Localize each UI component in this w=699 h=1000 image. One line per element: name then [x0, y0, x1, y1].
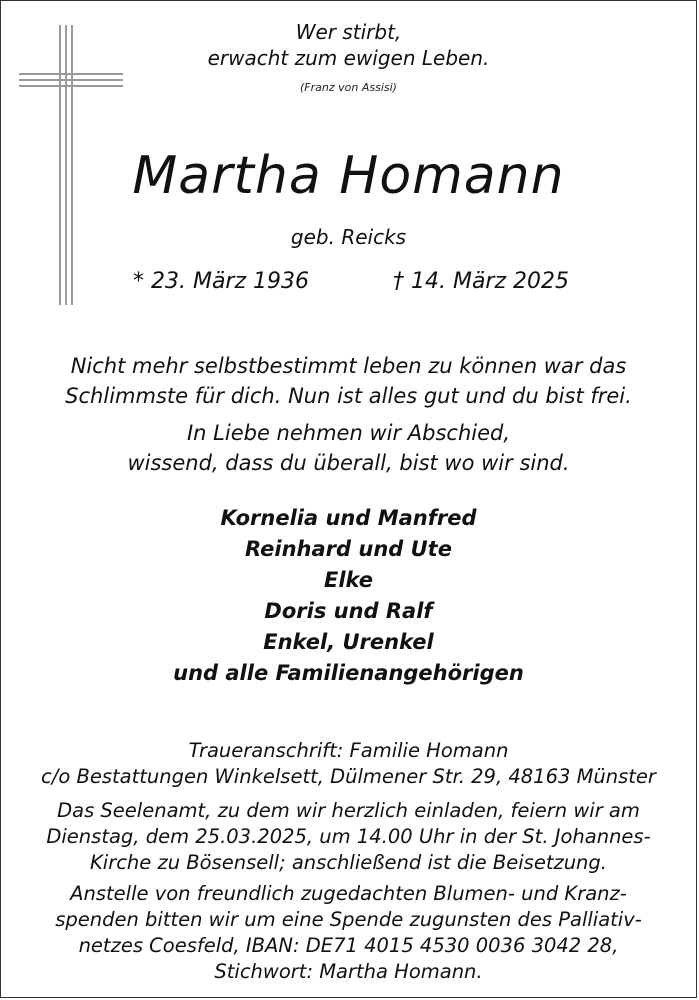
service-line: Das Seelenamt, zu dem wir herzlich einladen, feiern wir am — [57, 799, 640, 822]
mourner: Kornelia und Manfred — [220, 506, 477, 530]
farewell-line: Schlimmste für dich. Nun ist alles gut und du bist frei. — [65, 384, 632, 408]
service-info — [9, 798, 688, 876]
service-line: Kirche zu Bösensell; anschließend ist die Beisetzung. — [89, 851, 607, 874]
death-date: † 14. März 2025 — [393, 269, 570, 294]
quote-line: Wer stirbt, — [295, 20, 402, 44]
farewell-line: In Liebe nehmen wir Abschied, — [186, 421, 511, 445]
mourner: Enkel, Urenkel — [263, 630, 434, 654]
quote-line: erwacht zum ewigen Leben. — [207, 46, 490, 70]
donation-line: spenden bitten wir um eine Spende zugunsten des Palliativ- — [55, 908, 642, 931]
mourner: und alle Familienangehörigen — [173, 661, 524, 685]
birth-date: * 23. März 1936 — [133, 269, 310, 294]
service-line: Dienstag, dem 25.03.2025, um 14.00 Uhr in der St. Johannes- — [46, 825, 651, 848]
address-line: Traueranschrift: Familie Homann — [188, 739, 509, 762]
donation-line: Stichwort: Martha Homann. — [214, 960, 483, 983]
farewell-line: wissend, dass du überall, bist wo wir sind. — [127, 451, 570, 475]
farewell-text — [21, 351, 676, 411]
mourning-address — [9, 738, 688, 790]
donation-line: Anstelle von freundlich zugedachten Blumen- und Kranz- — [70, 882, 627, 905]
mourner: Elke — [323, 568, 373, 592]
mourners-list — [21, 503, 676, 689]
mourner: Doris und Ralf — [264, 599, 433, 623]
born-name: geb. Reicks — [290, 225, 407, 249]
deceased-name: Martha Homann — [132, 146, 565, 206]
farewell-line: Nicht mehr selbstbestimmt leben zu können war das — [70, 354, 627, 378]
donation-line: netzes Coesfeld, IBAN: DE71 4015 4530 0036 3042 28, — [78, 934, 619, 957]
donation-info — [9, 881, 688, 985]
farewell-text — [21, 418, 676, 478]
mourner: Reinhard und Ute — [245, 537, 452, 561]
quote — [151, 19, 546, 71]
address-line: c/o Bestattungen Winkelsett, Dülmener Str. 29, 48163 Münster — [41, 765, 656, 788]
quote-source: (Franz von Assisi) — [300, 81, 397, 94]
